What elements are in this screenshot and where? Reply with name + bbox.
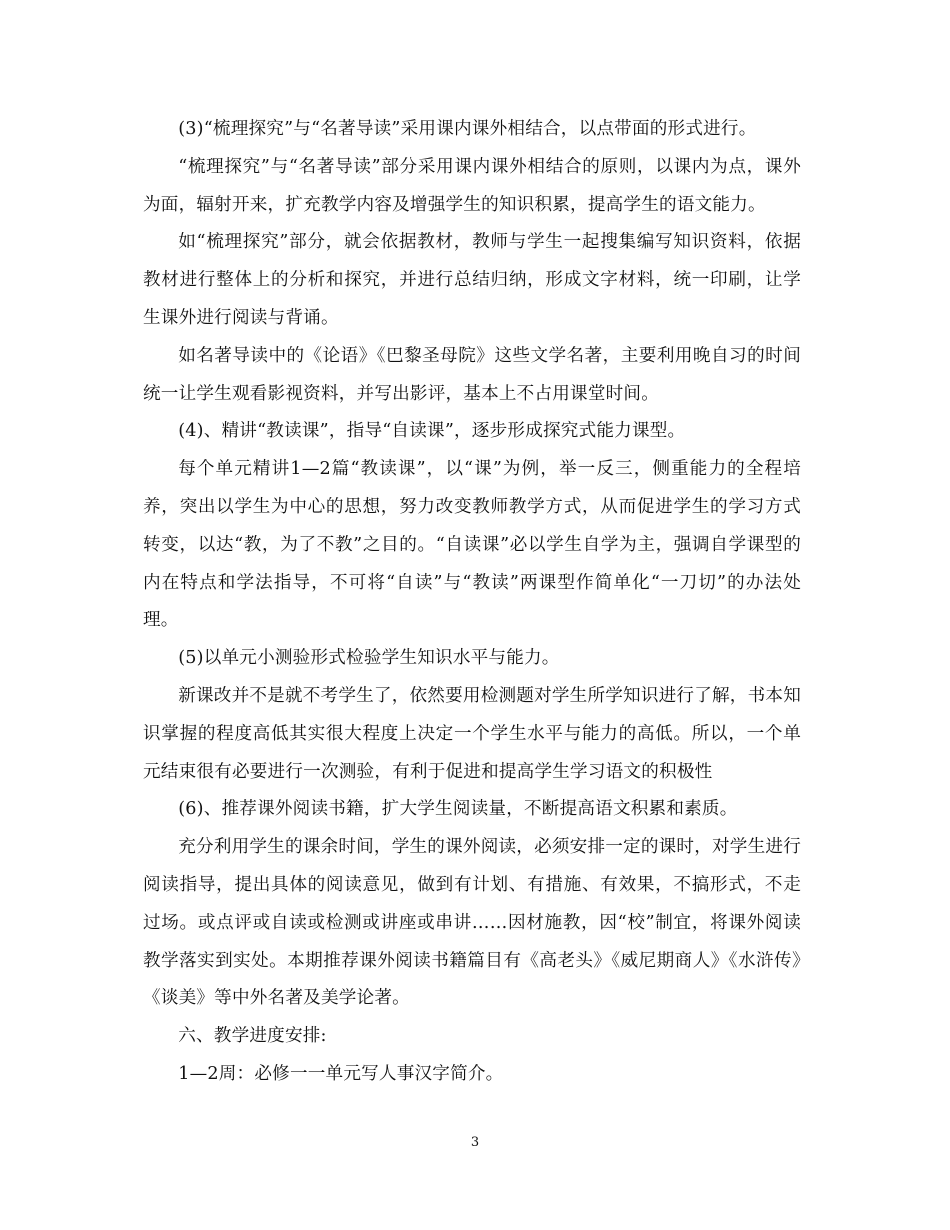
section-heading-schedule: 六、教学进度安排: xyxy=(178,1026,327,1047)
paragraph-example-explore: 如“梳理探究”部分，就会依据教材，教师与学生一起搜集编写知识资料，依据教材进行整体上的分析和探究，并进行总结归纳，形成文字材料，统一印刷，让学生课外进行阅读与背诵。 xyxy=(143,232,801,328)
page-number: 3 xyxy=(470,1135,480,1150)
schedule-item: 1—2周：必修一一单元写人事汉字简介。 xyxy=(178,1063,504,1084)
paragraph-reading-guidance: 充分利用学生的课余时间，学生的课外阅读，必须安排一定的课时，对学生进行阅读指导，提出具体的阅读意见，做到有计划、有措施、有效果，不搞形式，不走过场。或点评或自读或检测或讲座或串讲……因材施教，因“校”制宜，将课外阅读教学落实到实处。本期推荐课外阅读书籍篇目有《高老头》《威尼期商人》《水浒传》《谈美》等中外名著及美学论著。 xyxy=(143,837,801,1009)
paragraph-6-heading: (6)、推荐课外阅读书籍，扩大学生阅读量，不断提高语文积累和素质。 xyxy=(178,799,738,820)
paragraph-testing: 新课改并不是就不考学生了，依然要用检测题对学生所学知识进行了解，书本知识掌握的程度高低其实很大程度上决定一个学生水平与能力的高低。所以，一个单元结束很有必要进行一次测验，有利于促进和提高学生学习语文的积极性 xyxy=(143,685,801,782)
paragraph-teaching-method: 每个单元精讲1—2篇“教读课”，以“课”为例，举一反三，侧重能力的全程培养，突出以学生为中心的思想，努力改变教师教学方式，从而促进学生的学习方式转变，以达“教，为了不教”之目的。“自读课”必以学生自学为主，强调自学课型的内在特点和学法指导，不可将“自读”与“教读”两课型作简单化“一刀切”的办法处理。 xyxy=(143,459,801,631)
paragraph-5-heading: (5)以单元小测验形式检验学生知识水平与能力。 xyxy=(178,648,560,669)
paragraph-principle: “梳理探究”与“名著导读”部分采用课内课外相结合的原则，以课内为点，课外为面，辐射开来，扩充教学内容及增强学生的知识积累，提高学生的语文能力。 xyxy=(143,156,801,215)
document-body xyxy=(143,111,801,1094)
paragraph-example-classics: 如名著导读中的《论语》《巴黎圣母院》这些文学名著，主要利用晚自习的时间统一让学生观看影视资料，并写出影评，基本上不占用课堂时间。 xyxy=(143,345,801,404)
paragraph-3-heading: (3)“梳理探究”与“名著导读”采用课内课外相结合，以点带面的形式进行。 xyxy=(178,119,757,139)
paragraph-4-heading: (4)、精讲“教读课”，指导“自读课”，逐步形成探究式能力课型。 xyxy=(178,421,686,442)
